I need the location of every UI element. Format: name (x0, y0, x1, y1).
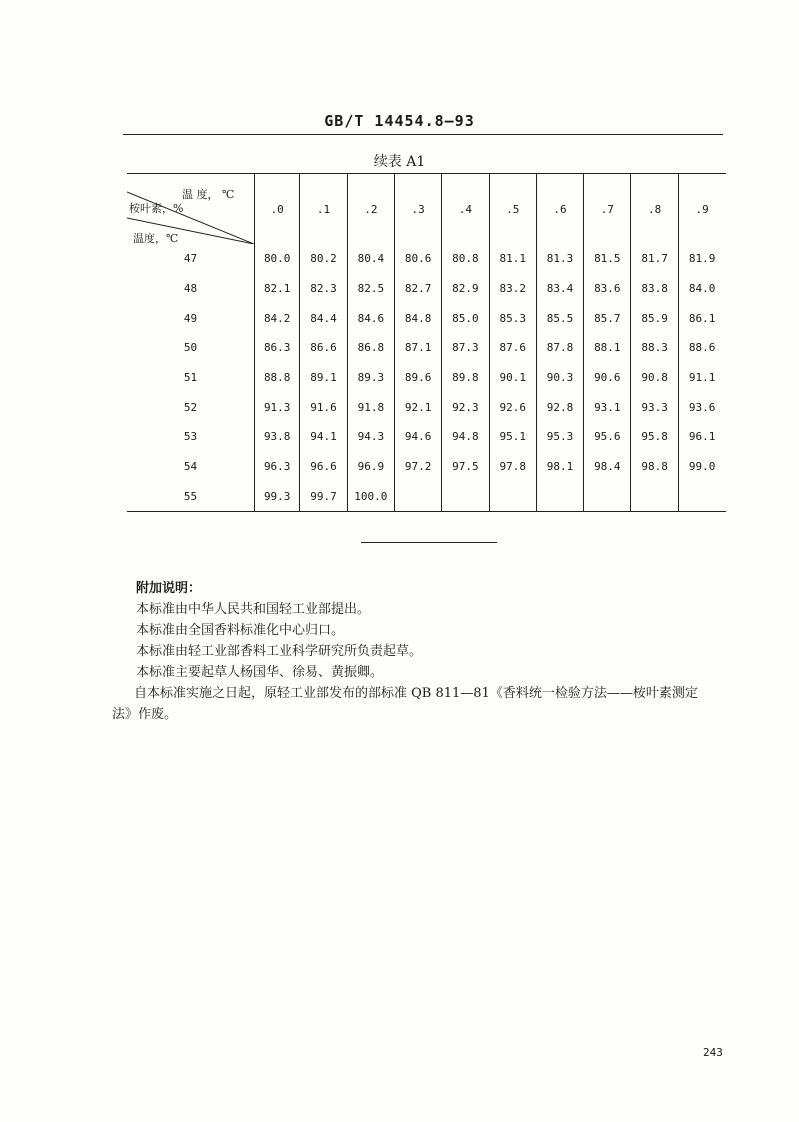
table-row (127, 422, 726, 452)
table-cell: 81.9 (678, 244, 725, 274)
table-cell: 93.6 (678, 392, 725, 422)
table-cell: 80.6 (394, 244, 441, 274)
notes-line: 本标准由轻工业部香料工业科学研究所负责起草。 (136, 644, 423, 659)
table-cell: 89.3 (347, 363, 394, 393)
table-cell: 84.4 (300, 303, 347, 333)
section-separator (361, 542, 497, 543)
page-number: 243 (703, 1046, 723, 1059)
table-cell: 81.1 (489, 244, 536, 274)
table-cell: 99.3 (255, 482, 300, 512)
row-label: 55 (127, 482, 255, 512)
table-cell: 86.6 (300, 333, 347, 363)
table-row (127, 452, 726, 482)
table-cell: 89.1 (300, 363, 347, 393)
table-header-row (127, 174, 726, 245)
table-cell: 91.6 (300, 392, 347, 422)
table-cell: 90.1 (489, 363, 536, 393)
table-cell: 95.6 (584, 422, 631, 452)
table-cell: 95.3 (536, 422, 583, 452)
table-cell: 85.5 (536, 303, 583, 333)
table-cell: 82.9 (442, 274, 489, 304)
table-cell (489, 482, 536, 512)
column-header: .0 (255, 174, 300, 245)
row-label: 49 (183, 311, 198, 325)
table-cell: 89.6 (394, 363, 441, 393)
table-cell: 84.2 (255, 303, 300, 333)
table-cell: 82.3 (300, 274, 347, 304)
table-cell: 96.6 (300, 452, 347, 482)
table-cell: 93.1 (584, 392, 631, 422)
table-cell: 80.8 (442, 244, 489, 274)
corner-label-temperature-row: 温度，℃ (133, 232, 179, 245)
table-cell: 84.0 (678, 274, 725, 304)
table-cell (536, 482, 583, 512)
table-cell: 95.1 (489, 422, 536, 452)
column-header: .5 (489, 174, 536, 245)
table-row (127, 244, 726, 274)
table-cell: 88.8 (255, 363, 300, 393)
column-header: .1 (300, 174, 347, 245)
table-cell: 98.8 (631, 452, 678, 482)
table-cell (631, 482, 678, 512)
table-cell: 87.3 (442, 333, 489, 363)
table-cell: 89.8 (442, 363, 489, 393)
table-cell (584, 482, 631, 512)
table-cell (678, 482, 725, 512)
table-cell: 90.6 (584, 363, 631, 393)
notes-line: 本标准由全国香料标准化中心归口。 (136, 623, 345, 638)
table-row (127, 392, 726, 422)
row-label: 50 (183, 341, 198, 355)
notes-title: 附加说明： (136, 581, 202, 596)
table-cell: 86.1 (678, 303, 725, 333)
table-cell: 92.3 (442, 392, 489, 422)
table-cell: 97.2 (394, 452, 441, 482)
row-label: 48 (183, 282, 198, 296)
corner-label-cineole: 桉叶素，% (129, 202, 184, 215)
column-header: .9 (678, 174, 725, 245)
column-header: .6 (536, 174, 583, 245)
table-cell: 91.8 (347, 392, 394, 422)
table-cell: 94.3 (347, 422, 394, 452)
document-header: GB/T 14454.8—93 (324, 112, 475, 130)
column-header: .7 (584, 174, 631, 245)
row-label: 54 (183, 460, 198, 474)
table-cell: 81.7 (631, 244, 678, 274)
table-cell: 87.8 (536, 333, 583, 363)
table-cell: 90.8 (631, 363, 678, 393)
table-caption: 续表 A1 (373, 154, 426, 170)
table-cell: 80.4 (347, 244, 394, 274)
table-cell: 82.7 (394, 274, 441, 304)
row-label: 53 (183, 430, 198, 444)
table-cell (394, 482, 441, 512)
table-row (127, 482, 726, 512)
table-row (127, 333, 726, 363)
table-cell: 86.8 (347, 333, 394, 363)
table-cell: 85.9 (631, 303, 678, 333)
table-cell: 83.8 (631, 274, 678, 304)
table-cell: 83.6 (584, 274, 631, 304)
notes-line: 本标准由中华人民共和国轻工业部提出。 (136, 602, 371, 617)
header-rule (123, 134, 723, 135)
table-cell: 94.1 (300, 422, 347, 452)
notes-line: 本标准主要起草人杨国华、徐易、黄振卿。 (136, 665, 384, 680)
column-header: .3 (394, 174, 441, 245)
table-cell: 97.8 (489, 452, 536, 482)
table-cell: 99.7 (300, 482, 347, 512)
table-cell: 90.3 (536, 363, 583, 393)
notes-final-line-continued: 法》作废。 (112, 707, 178, 722)
column-header: .2 (347, 174, 394, 245)
table-cell: 98.1 (536, 452, 583, 482)
table-cell (442, 482, 489, 512)
table-cell: 84.8 (394, 303, 441, 333)
table-cell: 88.1 (584, 333, 631, 363)
table-cell: 82.1 (255, 274, 300, 304)
table-cell: 94.8 (442, 422, 489, 452)
table-cell: 84.6 (347, 303, 394, 333)
table-cell: 81.5 (584, 244, 631, 274)
table-cell: 91.1 (678, 363, 725, 393)
table-cell: 83.4 (536, 274, 583, 304)
table-cell: 85.7 (584, 303, 631, 333)
additional-notes (112, 578, 736, 725)
table-cell: 96.1 (678, 422, 725, 452)
table-cell: 96.3 (255, 452, 300, 482)
row-label: 52 (183, 400, 198, 414)
table-cell: 88.6 (678, 333, 725, 363)
table-cell: 81.3 (536, 244, 583, 274)
table-cell: 87.6 (489, 333, 536, 363)
table-row (127, 363, 726, 393)
table-cell: 100.0 (347, 482, 394, 512)
table-cell: 91.3 (255, 392, 300, 422)
table-cell: 80.2 (300, 244, 347, 274)
column-header: .4 (442, 174, 489, 245)
table-cell: 88.3 (631, 333, 678, 363)
table-cell: 85.3 (489, 303, 536, 333)
data-table (127, 173, 726, 512)
table-cell: 93.8 (255, 422, 300, 452)
row-label: 47 (183, 252, 198, 266)
row-label: 51 (183, 371, 198, 385)
table-cell: 82.5 (347, 274, 394, 304)
table-cell: 83.2 (489, 274, 536, 304)
table-cell: 85.0 (442, 303, 489, 333)
table-cell: 94.6 (394, 422, 441, 452)
table-row (127, 274, 726, 304)
corner-header-cell (127, 174, 255, 245)
table-cell: 87.1 (394, 333, 441, 363)
table-row (127, 303, 726, 333)
table-cell: 95.8 (631, 422, 678, 452)
column-header: .8 (631, 174, 678, 245)
table-cell: 86.3 (255, 333, 300, 363)
table-cell: 93.3 (631, 392, 678, 422)
table-cell: 96.9 (347, 452, 394, 482)
corner-label-temperature-column: 温 度， ℃ (182, 188, 235, 201)
table-cell: 92.1 (394, 392, 441, 422)
table-cell: 80.0 (255, 244, 300, 274)
table-cell: 97.5 (442, 452, 489, 482)
table-cell: 98.4 (584, 452, 631, 482)
table-cell: 92.8 (536, 392, 583, 422)
notes-final-line: 自本标准实施之日起，原轻工业部发布的部标准 QB 811—81《香料统一检验方法——桉叶素测定 (134, 686, 698, 701)
table-cell: 99.0 (678, 452, 725, 482)
table-cell: 92.6 (489, 392, 536, 422)
